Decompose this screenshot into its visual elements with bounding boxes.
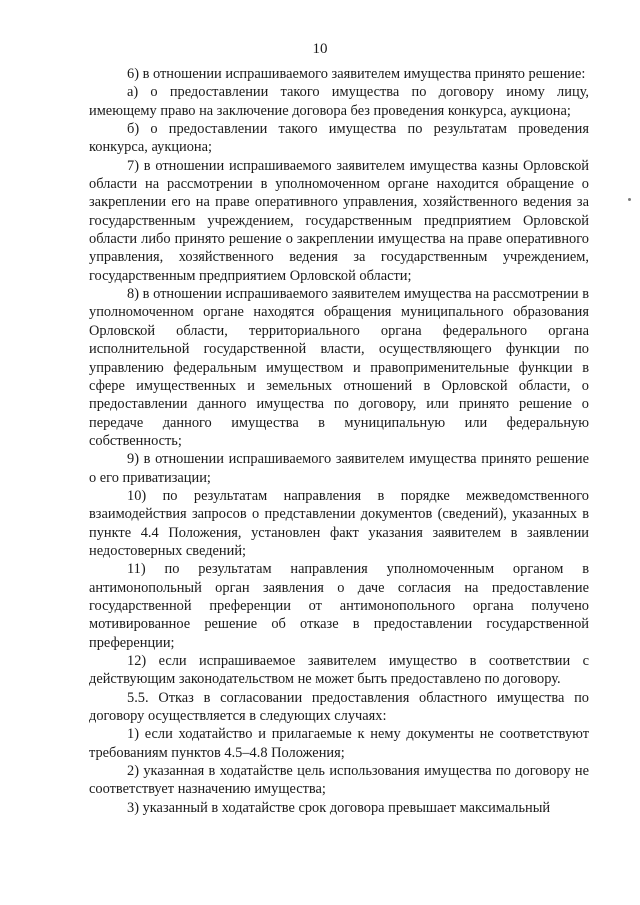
scan-margin-mark bbox=[628, 198, 631, 201]
paragraph-item-8: 8) в отношении испрашиваемого заявителем имущества на рассмотрении в уполномоченном органе находятся обращения муниципального образования Орловской области, территориального органа федерального органа исполнительной государственной власти, осуществляющего функции по управлению федеральным имуществом и правоприменительные функции в сфере имущественных и земельных отношений в Орловской области, о предоставлении данного имущества по договору, или принято решение о передаче данного имущества в муниципальную или федеральную собственность; bbox=[89, 286, 589, 449]
paragraph-item-12: 12) если испрашиваемое заявителем имущество в соответствии с действующим законодательством не может быть предоставлено по договору. bbox=[89, 653, 589, 688]
paragraph-item-10: 10) по результатам направления в порядке межведомственного взаимодействия запросов о представлении документов (сведений), указанных в пункте 4.4 Положения, установлен факт указания заявителем в заявлении недостоверных сведений; bbox=[89, 487, 589, 559]
document-body bbox=[89, 65, 589, 817]
paragraph-subitem-b: б) о предоставлении такого имущества по результатам проведения конкурса, аукциона; bbox=[89, 121, 589, 156]
page-number: 10 bbox=[312, 41, 328, 57]
paragraph-item-11: 11) по результатам направления уполномоченным органом в антимонопольный орган заявления о даче согласия на предоставление государственной преференции от антимонопольного органа получено мотивированное решение об отказе в предоставлении государственной преференции; bbox=[89, 561, 589, 651]
paragraph-refusal-2: 2) указанная в ходатайстве цель использования имущества по договору не соответствует назначению имущества; bbox=[89, 763, 589, 798]
paragraph-subitem-a: а) о предоставлении такого имущества по договору иному лицу, имеющему право на заключение договора без проведения конкурса, аукциона; bbox=[89, 84, 589, 119]
paragraph-refusal-1: 1) если ходатайство и прилагаемые к нему документы не соответствуют требованиям пунктов 4.5–4.8 Положения; bbox=[89, 726, 589, 761]
paragraph-item-9: 9) в отношении испрашиваемого заявителем имущества принято решение о его приватизации; bbox=[89, 451, 589, 486]
paragraph-item-6: 6) в отношении испрашиваемого заявителем имущества принято решение: bbox=[127, 66, 586, 82]
paragraph-section-5-5: 5.5. Отказ в согласовании предоставления областного имущества по договору осуществляется в следующих случаях: bbox=[89, 689, 589, 725]
paragraph-refusal-3: 3) указанный в ходатайстве срок договора превышает максимальный bbox=[127, 799, 551, 816]
paragraph-item-7: 7) в отношении испрашиваемого заявителем имущества казны Орловской области на рассмотрении в уполномоченном органе находится обращение о закреплении его на праве оперативного управления, хозяйственного ведения за государственным учреждением, государственным предприятием Орловской области либо принято решение о закреплении имущества на праве оперативного управления, хозяйственного ведения за государственным учреждением, государственным предприятием Орловской области; bbox=[89, 157, 589, 284]
